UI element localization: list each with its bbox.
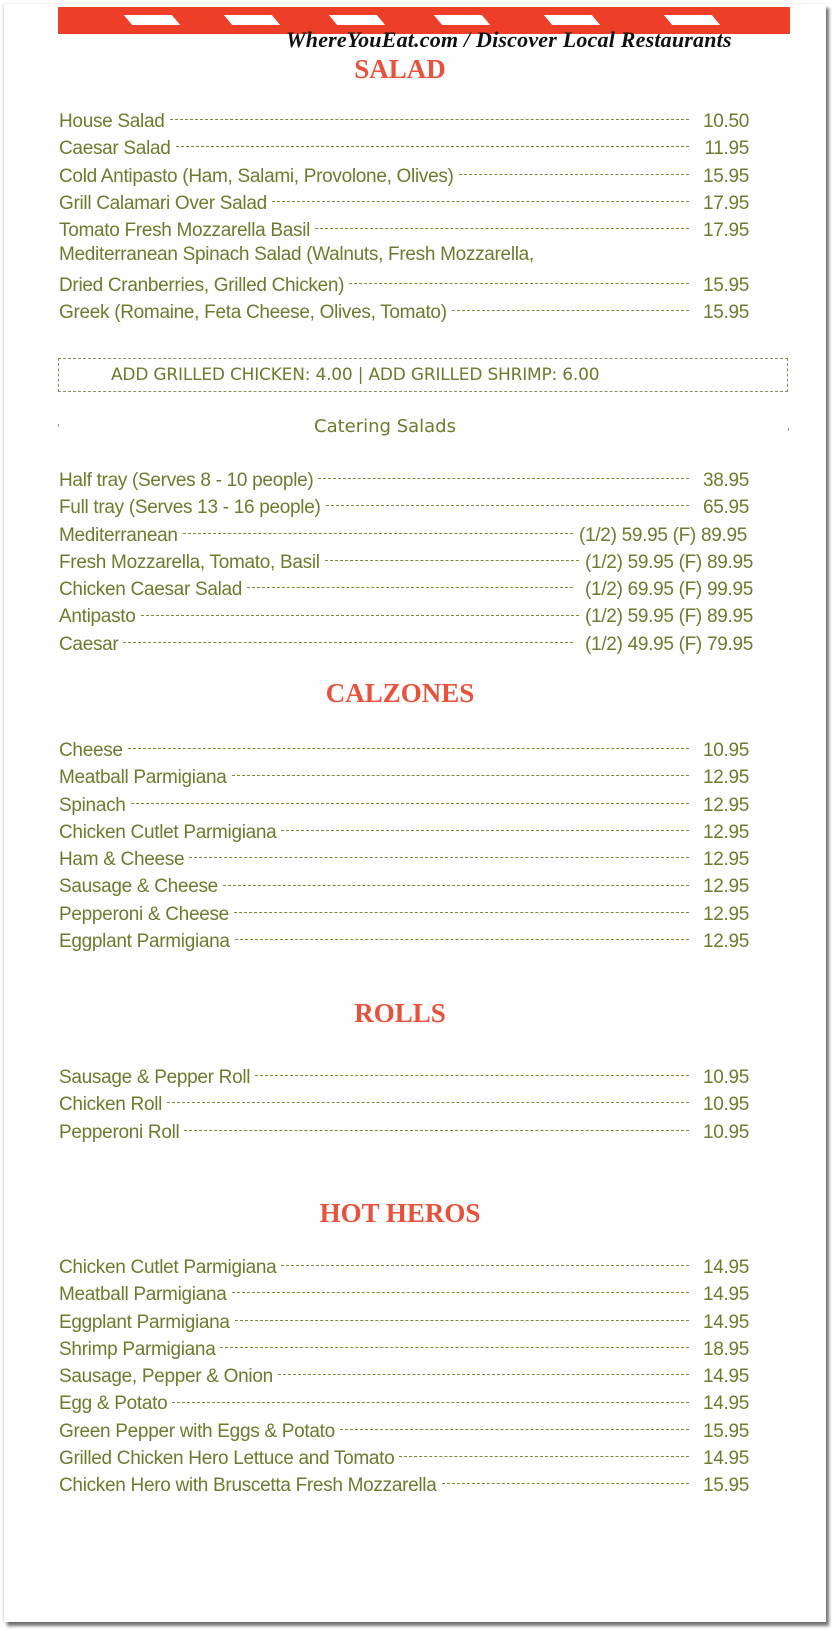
menu-item (59, 1363, 749, 1390)
menu-item (59, 792, 749, 819)
item-name: Antipasto (59, 606, 136, 628)
item-name: Greek (Romaine, Feta Cheese, Olives, Tomato) (59, 302, 447, 324)
leader-dots (131, 792, 689, 811)
item-name: Eggplant Parmigiana (59, 1311, 230, 1333)
item-name: Chicken Caesar Salad (59, 579, 243, 601)
calzones-list (59, 737, 749, 955)
leader-dots (399, 1445, 689, 1464)
item-price: 12.95 (702, 931, 749, 953)
leader-dots (176, 135, 689, 154)
leader-dots (223, 873, 689, 892)
menu-item (59, 1091, 749, 1118)
item-price: 12.95 (702, 849, 749, 871)
item-name: Pepperoni Roll (59, 1121, 180, 1143)
menu-item (59, 135, 749, 162)
leader-dots (325, 549, 579, 568)
item-name: Half tray (Serves 8 - 10 people) (59, 470, 314, 491)
leader-dots (459, 163, 689, 182)
menu-item (59, 631, 753, 658)
band-stripe (434, 15, 490, 25)
item-price: 12.95 (702, 794, 749, 816)
menu-item (59, 901, 749, 928)
menu-item-line1 (59, 244, 749, 271)
menu-item (59, 1281, 749, 1308)
item-price: 12.95 (702, 903, 749, 925)
item-name: Eggplant Parmigiana (59, 931, 230, 953)
item-price: 17.95 (702, 192, 749, 214)
menu-item (59, 190, 749, 217)
hot-heros-list (59, 1254, 749, 1500)
watermark: WhereYouEat.com / Discover Local Restaurants (286, 27, 732, 52)
item-price: 10.95 (702, 1067, 749, 1088)
leader-dots (340, 1418, 689, 1437)
item-name: Chicken Roll (59, 1094, 163, 1116)
item-price: 10.50 (702, 111, 749, 132)
item-price: 38.95 (702, 470, 749, 491)
item-name: Sausage & Cheese (59, 876, 218, 898)
menu-item (59, 846, 749, 873)
item-name: Mediterranean Spinach Salad (Walnuts, Fresh Mozzarella, (59, 244, 534, 266)
section-title-salad: SALAD (354, 54, 446, 84)
menu-item (59, 1254, 749, 1281)
item-price: 10.95 (702, 740, 749, 761)
leader-dots (232, 764, 690, 783)
item-name: Tomato Fresh Mozzarella Basil (59, 220, 311, 242)
item-name: Green Pepper with Eggs & Potato (59, 1420, 335, 1442)
leader-dots (452, 299, 689, 318)
leader-dots (184, 1119, 689, 1138)
leader-dots (170, 108, 690, 127)
item-name: Sausage & Pepper Roll (59, 1067, 251, 1088)
leader-dots (315, 217, 689, 236)
mark (58, 424, 59, 427)
item-price: (1/2) 59.95 (F) 89.95 (579, 524, 747, 546)
item-price: (1/2) 59.95 (F) 89.95 (585, 606, 753, 628)
band-stripe (224, 15, 280, 25)
item-name: Chicken Cutlet Parmigiana (59, 1257, 277, 1278)
item-price: 15.95 (702, 1420, 749, 1442)
item-name: Egg & Potato (59, 1393, 168, 1415)
item-name: Cheese (59, 740, 123, 761)
item-price: 15.95 (702, 302, 749, 324)
addons-box: ADD GRILLED CHICKEN: 4.00 | ADD GRILLED SHRIMP: 6.00 (58, 358, 788, 392)
band-stripe (329, 15, 385, 25)
band-stripe (544, 15, 600, 25)
salad-list (59, 108, 749, 326)
item-name: Caesar Salad (59, 138, 171, 160)
leader-dots (123, 631, 573, 650)
leader-dots (183, 522, 573, 541)
leader-dots (141, 603, 580, 622)
menu-item (59, 873, 749, 900)
menu-item (59, 1309, 749, 1336)
menu-item (59, 217, 749, 244)
item-name: Pepperoni & Cheese (59, 903, 229, 925)
item-name: Cold Antipasto (Ham, Salami, Provolone, Olives) (59, 165, 454, 187)
catering-title: Catering Salads (314, 416, 456, 437)
leader-dots (235, 928, 689, 947)
item-name: Mediterranean (59, 524, 178, 546)
leader-dots (247, 576, 573, 595)
band-stripe (124, 15, 180, 25)
menu-item (59, 1472, 749, 1499)
item-name: Meatball Parmigiana (59, 767, 227, 789)
menu-item (59, 819, 749, 846)
item-price: 12.95 (702, 821, 749, 843)
item-name: Grilled Chicken Hero Lettuce and Tomato (59, 1448, 395, 1470)
item-price: 14.95 (702, 1366, 749, 1388)
leader-dots (442, 1472, 690, 1491)
item-price: 18.95 (702, 1338, 749, 1360)
menu-item (59, 1390, 749, 1417)
menu-item (59, 1119, 749, 1146)
menu-item (59, 1064, 749, 1091)
leader-dots (220, 1336, 689, 1355)
section-title-rolls: ROLLS (354, 998, 446, 1028)
leader-dots (189, 846, 689, 865)
leader-dots (349, 272, 689, 291)
item-name: Grill Calamari Over Salad (59, 192, 267, 214)
menu-item (59, 928, 749, 955)
item-name: House Salad (59, 111, 165, 132)
menu-item (59, 522, 747, 549)
mark (788, 428, 789, 431)
item-price: 17.95 (702, 220, 749, 242)
item-name: Sausage, Pepper & Onion (59, 1366, 273, 1388)
menu-item (59, 494, 751, 521)
item-name: Shrimp Parmigiana (59, 1338, 216, 1360)
band-stripe (664, 15, 720, 25)
item-price: 15.95 (702, 165, 749, 187)
menu-item (59, 1336, 749, 1363)
menu-item (59, 299, 749, 326)
item-price: 14.95 (702, 1393, 749, 1415)
menu-item (59, 1418, 749, 1445)
item-price: (1/2) 69.95 (F) 99.95 (585, 579, 753, 601)
leader-dots (272, 190, 689, 209)
item-price: 11.95 (704, 138, 749, 160)
item-price: 65.95 (702, 497, 749, 519)
item-price: 14.95 (702, 1311, 749, 1333)
menu-item (59, 272, 749, 299)
catering-list (59, 467, 751, 658)
leader-dots (281, 1254, 689, 1273)
item-name: Chicken Hero with Bruscetta Fresh Mozzarella (59, 1475, 437, 1497)
menu-item (59, 737, 749, 764)
item-price: 12.95 (702, 767, 749, 789)
item-name: Spinach (59, 794, 126, 816)
menu-item (59, 467, 751, 494)
item-price: 12.95 (702, 876, 749, 898)
item-price: 15.95 (702, 274, 749, 296)
leader-dots (232, 1281, 690, 1300)
item-price: 14.95 (702, 1257, 749, 1278)
item-price: 14.95 (702, 1448, 749, 1470)
leader-dots (278, 1363, 689, 1382)
menu-item (59, 603, 753, 630)
item-name: Ham & Cheese (59, 849, 185, 871)
item-name: Dried Cranberries, Grilled Chicken) (59, 274, 345, 296)
item-price: (1/2) 59.95 (F) 89.95 (585, 551, 753, 573)
rolls-list (59, 1064, 749, 1146)
menu-item (59, 549, 753, 576)
leader-dots (255, 1064, 689, 1083)
menu-item (59, 163, 749, 190)
menu-item (59, 764, 749, 791)
section-title-calzones: CALZONES (325, 678, 475, 708)
item-name: Full tray (Serves 13 - 16 people) (59, 497, 321, 519)
item-price: (1/2) 49.95 (F) 79.95 (585, 633, 753, 655)
item-price: 10.95 (702, 1121, 749, 1143)
leader-dots (128, 737, 689, 756)
item-name: Meatball Parmigiana (59, 1284, 227, 1306)
menu-item (59, 576, 753, 603)
item-price: 14.95 (702, 1284, 749, 1306)
item-price: 10.95 (702, 1094, 749, 1116)
menu-item (59, 108, 749, 135)
leader-dots (326, 494, 690, 513)
leader-dots (167, 1091, 689, 1110)
leader-dots (172, 1390, 689, 1409)
item-name: Chicken Cutlet Parmigiana (59, 821, 277, 843)
item-name: Caesar (59, 633, 119, 655)
leader-dots (318, 467, 689, 486)
item-name: Fresh Mozzarella, Tomato, Basil (59, 551, 320, 573)
menu-item (59, 1445, 749, 1472)
item-price: 15.95 (702, 1475, 749, 1497)
leader-dots (281, 819, 689, 838)
leader-dots (234, 901, 689, 920)
section-title-hot-heros: HOT HEROS (319, 1198, 481, 1228)
leader-dots (235, 1309, 689, 1328)
